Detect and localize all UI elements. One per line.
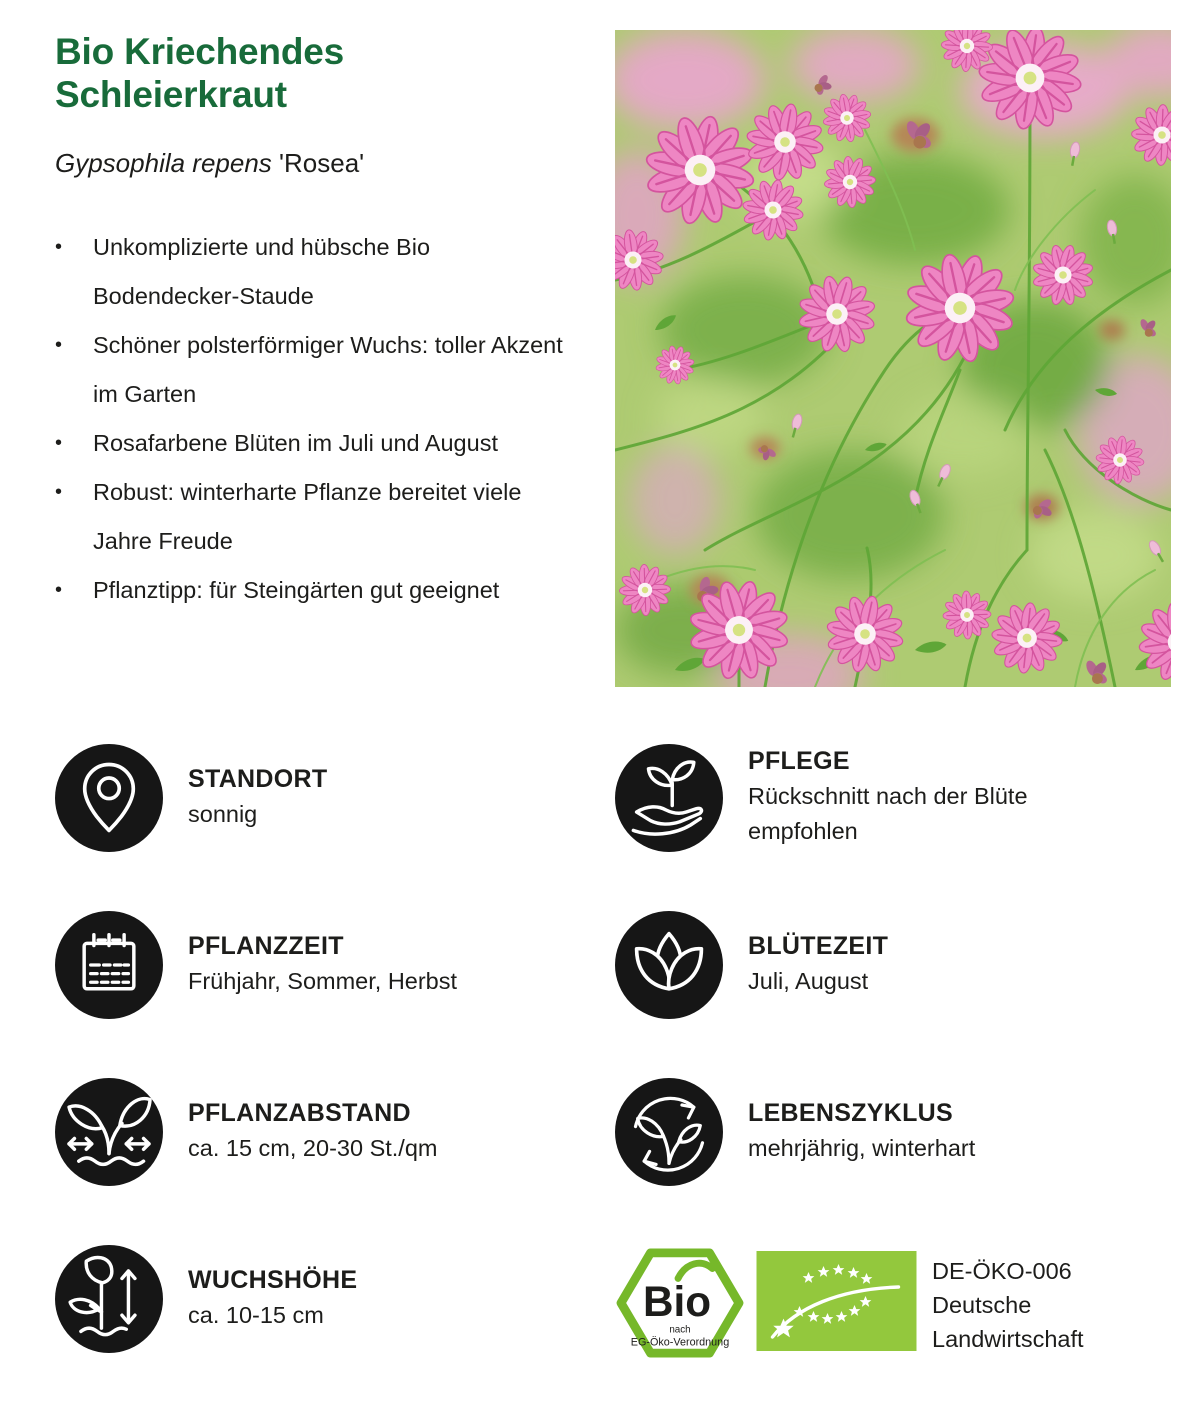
plant-spacing-icon	[55, 1078, 163, 1186]
product-photo	[615, 30, 1171, 687]
feature-label: LEBENSZYKLUS	[748, 1098, 954, 1127]
feature-label: PFLEGE	[748, 747, 850, 775]
botanical-name-line	[55, 148, 615, 179]
calendar-icon	[55, 911, 163, 1019]
feature-value: ca. 15 cm, 20-30 St./qm	[188, 1134, 438, 1161]
feature-bluetezeit	[615, 911, 1200, 1078]
bio-seal-sub1: nach	[669, 1324, 691, 1336]
selling-points-list	[55, 223, 598, 615]
bio-seal-word: Bio	[643, 1277, 712, 1325]
feature-label: PFLANZZEIT	[188, 931, 344, 960]
blossom-icon	[615, 911, 723, 1019]
list-item: • Schöner polsterförmiger Wuchs: toller Akzent im Garten	[55, 321, 580, 419]
feature-pflege	[615, 744, 1200, 911]
feature-grid	[0, 744, 1200, 1412]
feature-label: STANDORT	[188, 764, 328, 793]
botanical-name: Gypsophila repens	[55, 147, 272, 178]
feature-value: Juli, August	[748, 967, 869, 994]
feature-value: mehrjährig, winterhart	[748, 1134, 976, 1161]
certification-text	[932, 1251, 1084, 1359]
list-item: • Pflanztipp: für Steingärten gut geeignet	[55, 566, 580, 615]
feature-lebenszyklus	[615, 1078, 1200, 1245]
plant-height-icon	[55, 1245, 163, 1353]
product-info-column	[55, 30, 615, 687]
location-pin-icon	[55, 744, 163, 852]
feature-value: ca. 10-15 cm	[188, 1301, 324, 1328]
page-title: Bio Kriechendes Schleierkraut	[55, 31, 344, 116]
bio-seal-logo	[615, 1245, 745, 1366]
feature-pflanzabstand	[55, 1078, 615, 1245]
certification-line: Landwirtschaft	[932, 1326, 1084, 1352]
feature-pflanzzeit	[55, 911, 615, 1078]
feature-wuchshoehe	[55, 1245, 615, 1412]
product-header	[0, 0, 1200, 687]
certification-code: DE-ÖKO-006	[932, 1258, 1072, 1284]
list-item: • Robust: winterharte Pflanze bereitet viele Jahre Freude	[55, 468, 580, 566]
list-item: • Rosafarbene Blüten im Juli und August	[55, 419, 580, 468]
feature-standort	[55, 744, 615, 911]
list-item: • Unkomplizierte und hübsche Bio Bodendecker-Staude	[55, 223, 580, 321]
hand-holding-plant-icon	[615, 744, 723, 852]
feature-value: sonnig	[188, 800, 258, 827]
feature-label: BLÜTEZEIT	[748, 931, 889, 960]
feature-label: PFLANZABSTAND	[188, 1098, 411, 1127]
feature-value: Rückschnitt nach der Blüte empfohlen	[748, 783, 1028, 844]
feature-value: Frühjahr, Sommer, Herbst	[188, 967, 458, 994]
bio-seal-sub2: EG-Öko-Verordnung	[630, 1336, 730, 1349]
feature-label: WUCHSHÖHE	[188, 1265, 358, 1294]
eu-organic-leaf-logo	[756, 1251, 917, 1356]
plant-cycle-icon	[615, 1078, 723, 1186]
cultivar-name: 'Rosea'	[279, 147, 365, 178]
certification-block	[615, 1245, 1200, 1412]
certification-line: Deutsche	[932, 1292, 1032, 1318]
